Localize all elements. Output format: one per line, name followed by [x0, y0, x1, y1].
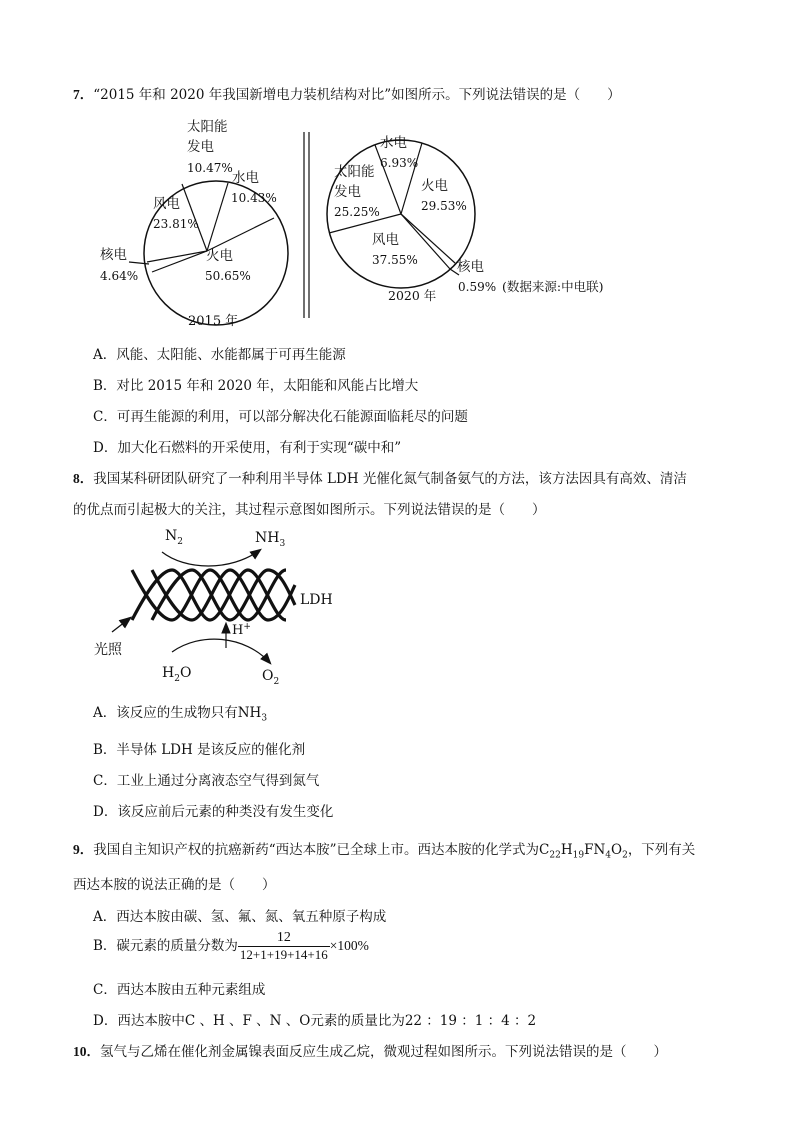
light-label: 光照 — [94, 642, 122, 658]
q8-number: 8． — [73, 471, 94, 486]
q9-option-b[interactable]: B．碳元素的质量分数为 $\frac{12}{12+1+19+14+16}$ ×100% — [93, 930, 369, 962]
pie-chart-2020 — [325, 125, 635, 307]
pie-2015-wind-label: 风电 — [153, 196, 180, 212]
pie-2020-hydro-pct: 6.93% — [380, 156, 419, 170]
h-plus-label: H+ — [232, 622, 251, 638]
ldh-helix — [132, 570, 295, 620]
pie-2020-thermal-pct: 29.53% — [421, 199, 467, 213]
h2o-label: $H_2O$ — [162, 665, 192, 684]
pie-2020-thermal-label: 火电 — [421, 178, 448, 194]
q9-option-d[interactable]: D．西达本胺中C 、H 、F 、N 、O元素的质量比为22 ：19 ：1 ：4 ：2 — [93, 1013, 537, 1029]
pie-2020-caption: 2020 年 — [388, 288, 437, 303]
ldh-label: LDH — [300, 592, 333, 608]
q7-option-c[interactable]: C．可再生能源的利用，可以部分解决化石能源面临耗尽的问题 — [93, 409, 468, 425]
pie-2015-solar-label2: 发电 — [187, 139, 214, 155]
pie-2020-source: (数据来源:中电联) — [502, 279, 604, 294]
q8-stem-line1: 8．我国某科研团队研究了一种利用半导体 LDH 光催化氮气制备氨气的方法，该方法因具有高效、清洁 — [73, 471, 687, 487]
pie-2015-leader-nuclear — [129, 262, 149, 264]
pie-2015-nuclear-label: 核电 — [100, 247, 127, 263]
q7-option-d[interactable]: D．加大化石燃料的开采使用，有利于实现“碳中和” — [93, 440, 402, 456]
pie-2015-nuclear-pct: 4.64% — [100, 269, 139, 283]
q7-option-b[interactable]: B．对比 2015 年和 2020 年，太阳能和风能占比增大 — [93, 378, 419, 394]
q8-option-a[interactable]: A．该反应的生成物只有$NH_3$ — [93, 705, 268, 724]
q9-option-a[interactable]: A．西达本胺由碳、氢、氟、氮、氧五种原子构成 — [93, 909, 387, 925]
q8-option-d[interactable]: D．该反应前后元素的种类没有发生变化 — [93, 804, 334, 820]
pie-2015-hydro-pct: 10.43% — [231, 191, 277, 205]
pie-2015-divider-nuclear-thermal — [152, 251, 207, 272]
pie-2015-thermal-pct: 50.65% — [205, 269, 251, 283]
pie-2015-hydro-label: 水电 — [232, 170, 259, 186]
q7-stem: 7．“2015 年和 2020 年我国新增电力装机结构对比”如图所示。下列说法错误的是（ ） — [73, 87, 621, 103]
nh3-label: $NH_3$ — [255, 530, 286, 549]
pie-2015-thermal-label: 火电 — [206, 248, 233, 264]
q9-stem-line2: 西达本胺的说法正确的是（ ） — [73, 877, 276, 893]
q10-number: 10． — [73, 1044, 100, 1059]
pie-chart-2015 — [95, 112, 295, 334]
q9-option-c[interactable]: C．西达本胺由五种元素组成 — [93, 982, 266, 998]
pie-2020-nuclear-pct: 0.59% — [458, 280, 497, 294]
pie-2020-wind-pct: 37.55% — [372, 253, 418, 267]
q8-stem-line2: 的优点而引起极大的关注，其过程示意图如图所示。下列说法错误的是（ ） — [73, 502, 546, 518]
pie-2015-wind-pct: 23.81% — [153, 217, 199, 231]
q9-number: 9． — [73, 842, 94, 857]
pie-2015-caption: 2015 年 — [188, 314, 239, 329]
pie-2015-solar-pct: 10.47% — [187, 161, 233, 175]
q8-option-b[interactable]: B．半导体 LDH 是该反应的催化剂 — [93, 742, 306, 758]
pie-2020-wind-label: 风电 — [372, 232, 399, 248]
q10-stem: 10．氢气与乙烯在催化剂金属镍表面反应生成乙烷，微观过程如图所示。下列说法错误的是（ ） — [73, 1044, 667, 1060]
top-reaction-arrow — [162, 550, 260, 566]
pie-2015-divider-hydro-thermal — [207, 218, 274, 251]
pie-2020-solar-label2: 发电 — [334, 184, 361, 200]
q7-number: 7． — [73, 87, 94, 102]
q8-option-c[interactable]: C．工业上通过分离液态空气得到氮气 — [93, 773, 320, 789]
pie-2020-nuclear-label: 核电 — [457, 259, 484, 275]
ldh-diagram — [90, 520, 350, 690]
pie-2015-divider-wind-nuclear — [147, 251, 207, 262]
q9-stem-line1: 9．我国自主知识产权的抗癌新药“西达本胺”已全球上市。西达本胺的化学式为$C_{22}H_{19}FN_4O_2$，下列有关 — [73, 842, 696, 861]
pie-2020-solar-label: 太阳能 — [334, 164, 375, 180]
n2-label: $N_2$ — [165, 528, 183, 547]
q7-option-a[interactable]: A．风能、太阳能、水能都属于可再生能源 — [93, 347, 346, 363]
bottom-reaction-arrow — [172, 639, 270, 663]
light-arrow — [112, 618, 130, 632]
o2-label: $O_2$ — [262, 668, 280, 687]
pie-2015-solar-label: 太阳能 — [187, 119, 228, 135]
pie-2015-divider-solar-hydro — [207, 183, 228, 251]
pie-2020-hydro-label: 水电 — [380, 135, 407, 151]
pie-2020-divider-hydro-thermal — [401, 143, 422, 214]
chart-separator — [300, 132, 314, 318]
pie-2020-solar-pct: 25.25% — [334, 205, 380, 219]
mass-fraction: $\frac{12}{12+1+19+14+16}$ — [239, 930, 328, 962]
